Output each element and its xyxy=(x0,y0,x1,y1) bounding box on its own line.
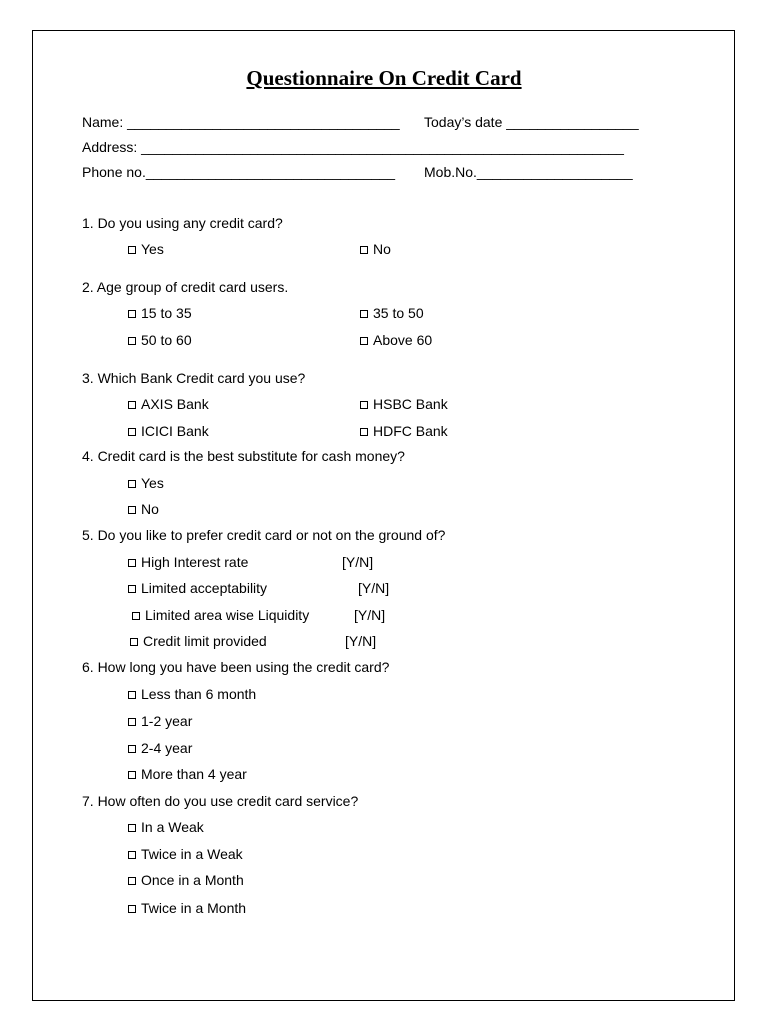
checkbox-icon[interactable] xyxy=(128,771,136,779)
option-label: Limited area wise Liquidity xyxy=(145,607,310,623)
checkbox-icon[interactable] xyxy=(360,310,368,318)
checkbox-icon[interactable] xyxy=(128,559,136,567)
option-label: More than 4 year xyxy=(141,766,247,782)
checkbox-icon[interactable] xyxy=(130,638,138,646)
checkbox-icon[interactable] xyxy=(128,401,136,409)
question-5: 5. Do you like to prefer credit card or not on the ground of? xyxy=(82,527,446,543)
option-label: Above 60 xyxy=(373,332,433,348)
checkbox-icon[interactable] xyxy=(128,691,136,699)
q7-option-twice-month[interactable] xyxy=(128,900,246,916)
checkbox-icon[interactable] xyxy=(128,877,136,885)
option-label: 2-4 year xyxy=(141,740,193,756)
option-label: Less than 6 month xyxy=(141,686,257,702)
checkbox-icon[interactable] xyxy=(128,337,136,345)
option-label: Limited acceptability xyxy=(141,580,268,596)
q4-option-yes[interactable] xyxy=(128,475,164,491)
checkbox-icon[interactable] xyxy=(360,401,368,409)
q3-option-hdfc[interactable] xyxy=(360,423,448,439)
option-label: Once in a Month xyxy=(141,872,244,888)
q2-option-50-60[interactable] xyxy=(128,332,192,348)
option-label: 50 to 60 xyxy=(141,332,192,348)
checkbox-icon[interactable] xyxy=(128,905,136,913)
checkbox-icon[interactable] xyxy=(128,480,136,488)
q6-option-1-2-year[interactable] xyxy=(128,713,192,729)
address-field[interactable]: Address: ______________________________________________________________ xyxy=(82,139,624,155)
mobile-field[interactable]: Mob.No.____________________ xyxy=(424,164,633,180)
q5-option-high-interest[interactable] xyxy=(128,554,248,570)
option-label: ICICI Bank xyxy=(141,423,209,439)
q7-option-in-a-weak[interactable] xyxy=(128,819,204,835)
checkbox-icon[interactable] xyxy=(360,337,368,345)
checkbox-icon[interactable] xyxy=(128,506,136,514)
option-label: Credit limit provided xyxy=(143,633,267,649)
q6-option-2-4-year[interactable] xyxy=(128,740,192,756)
option-label: Twice in a Weak xyxy=(141,846,243,862)
checkbox-icon[interactable] xyxy=(128,310,136,318)
option-label: AXIS Bank xyxy=(141,396,209,412)
question-6: 6. How long you have been using the credit card? xyxy=(82,659,390,675)
checkbox-icon[interactable] xyxy=(128,824,136,832)
q1-option-no[interactable] xyxy=(360,241,391,257)
option-label: 15 to 35 xyxy=(141,305,192,321)
option-label: In a Weak xyxy=(141,819,204,835)
option-label: HSBC Bank xyxy=(373,396,448,412)
checkbox-icon[interactable] xyxy=(132,612,140,620)
q3-option-icici[interactable] xyxy=(128,423,209,439)
option-label: 1-2 year xyxy=(141,713,193,729)
checkbox-icon[interactable] xyxy=(128,718,136,726)
checkbox-icon[interactable] xyxy=(360,428,368,436)
option-label: Yes xyxy=(141,475,164,491)
option-label: Twice in a Month xyxy=(141,900,247,916)
q2-option-35-50[interactable] xyxy=(360,305,424,321)
option-label: HDFC Bank xyxy=(373,423,448,439)
option-label: High Interest rate xyxy=(141,554,249,570)
checkbox-icon[interactable] xyxy=(128,585,136,593)
question-7: 7. How often do you use credit card service? xyxy=(82,793,359,809)
q1-option-yes[interactable] xyxy=(128,241,164,257)
question-2: 2. Age group of credit card users. xyxy=(82,279,289,295)
q3-option-axis[interactable] xyxy=(128,396,209,412)
phone-field[interactable]: Phone no.________________________________ xyxy=(82,164,395,180)
q5-yn-3[interactable]: [Y/N] xyxy=(354,607,386,623)
name-field[interactable]: Name: ___________________________________ xyxy=(82,114,400,130)
q7-option-twice-weak[interactable] xyxy=(128,846,243,862)
q2-option-15-35[interactable] xyxy=(128,305,192,321)
option-label: Yes xyxy=(141,241,164,257)
checkbox-icon[interactable] xyxy=(360,246,368,254)
checkbox-icon[interactable] xyxy=(128,851,136,859)
q4-option-no[interactable] xyxy=(128,501,159,517)
option-label: 35 to 50 xyxy=(373,305,424,321)
q5-yn-4[interactable]: [Y/N] xyxy=(345,633,377,649)
checkbox-icon[interactable] xyxy=(128,428,136,436)
q5-option-limited-liquidity[interactable] xyxy=(132,607,309,623)
question-1: 1. Do you using any credit card? xyxy=(82,215,283,231)
option-label: No xyxy=(373,241,391,257)
page-title: Questionnaire On Credit Card xyxy=(246,66,522,90)
q3-option-hsbc[interactable] xyxy=(360,396,448,412)
checkbox-icon[interactable] xyxy=(128,246,136,254)
q5-yn-2[interactable]: [Y/N] xyxy=(358,580,390,596)
q5-yn-1[interactable]: [Y/N] xyxy=(342,554,374,570)
question-3: 3. Which Bank Credit card you use? xyxy=(82,370,306,386)
todays-date-field[interactable]: Today’s date _________________ xyxy=(424,114,639,130)
question-4: 4. Credit card is the best substitute for cash money? xyxy=(82,448,405,464)
q5-option-limited-acceptability[interactable] xyxy=(128,580,267,596)
q2-option-above-60[interactable] xyxy=(360,332,432,348)
q6-option-gt-4-year[interactable] xyxy=(128,766,247,782)
option-label: No xyxy=(141,501,159,517)
checkbox-icon[interactable] xyxy=(128,745,136,753)
q6-option-lt-6-month[interactable] xyxy=(128,686,256,702)
q7-option-once-month[interactable] xyxy=(128,872,244,888)
q5-option-credit-limit[interactable] xyxy=(130,633,267,649)
